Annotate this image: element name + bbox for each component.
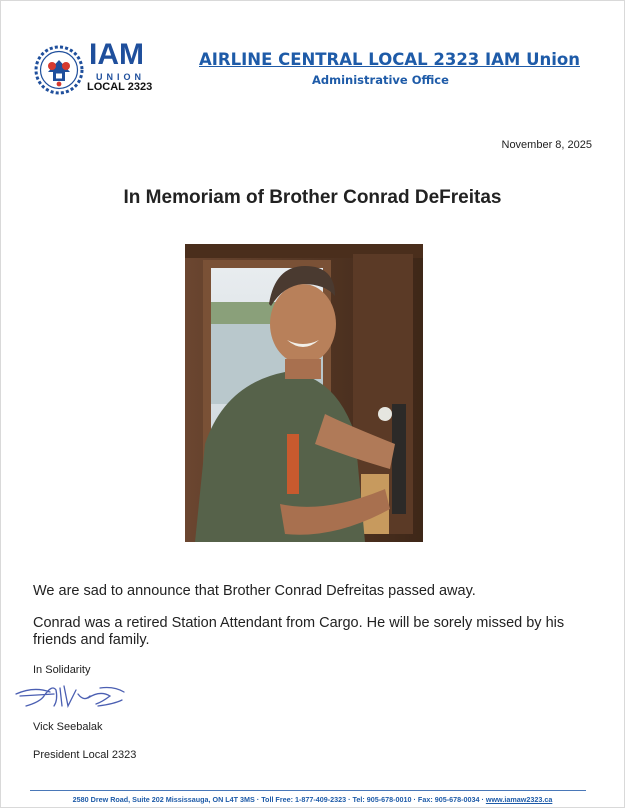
logo-iam-word: IAM (89, 38, 144, 71)
closing-line: In Solidarity (33, 664, 91, 676)
handwritten-signature (14, 680, 126, 714)
letter-date: November 8, 2025 (501, 139, 592, 151)
memoriam-headline: In Memoriam of Brother Conrad DeFreitas (123, 187, 502, 208)
footer-website-link[interactable]: www.iamaw2323.ca (485, 795, 553, 804)
organization-name: AIRLINE CENTRAL LOCAL 2323 IAM Union (199, 50, 580, 69)
footer-divider (30, 790, 586, 791)
iam-gear-emblem (33, 42, 85, 98)
announcement-paragraph: We are sad to announce that Brother Conrad Defreitas passed away. (33, 583, 476, 599)
signer-title: President Local 2323 (33, 749, 137, 761)
detail-paragraph: Conrad was a retired Station Attendant from Cargo. He will be sorely missed by his friends and family. (33, 615, 565, 648)
memorial-photo (185, 244, 423, 542)
footer-contact (0, 795, 625, 804)
footer-address: 2580 Drew Road, Suite 202 Mississauga, ON L4T 3MS · Toll Free: 1-877-409-2323 · Tel: 905-678-0010 · Fax: 905-678-0034 · (72, 795, 486, 804)
signer-name: Vick Seebalak (33, 721, 103, 733)
office-subtitle: Administrative Office (312, 73, 449, 87)
logo-union-word: UNION (96, 72, 145, 82)
logo-local-word: LOCAL 2323 (87, 81, 153, 93)
